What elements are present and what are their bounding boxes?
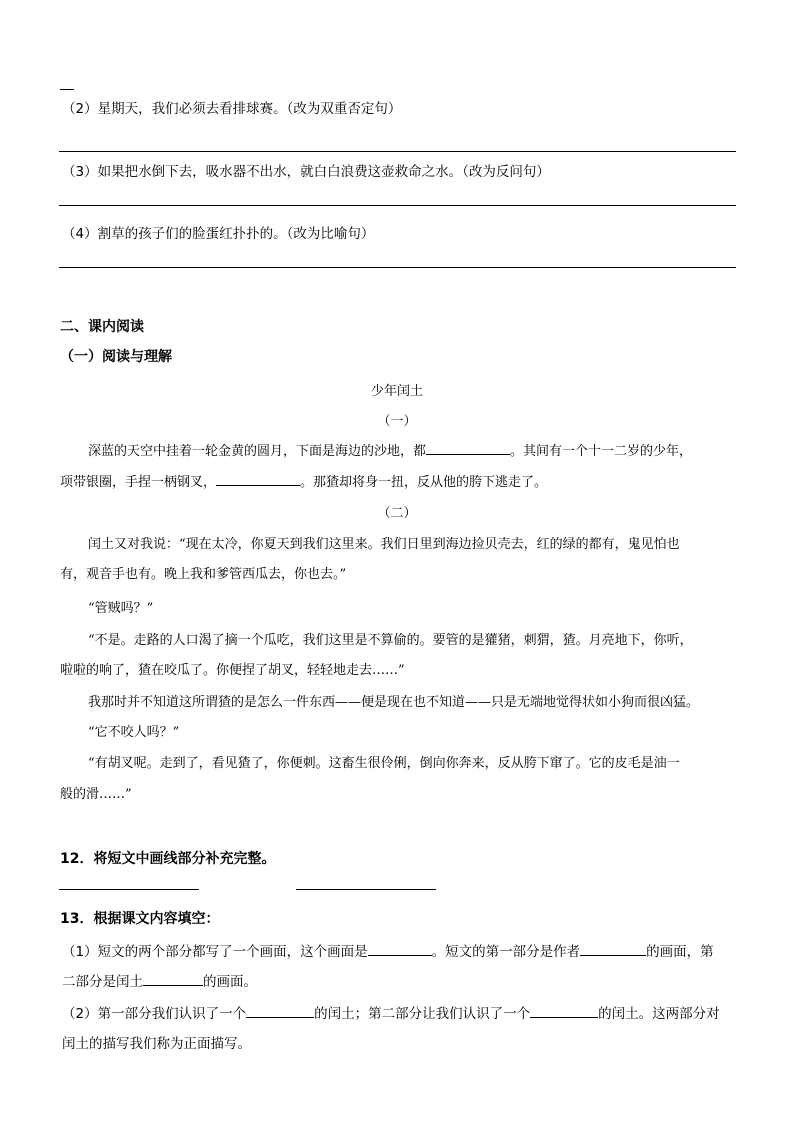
- q13-line-3: [62, 1002, 720, 1022]
- paragraph-6: “它不咬人吗？”: [88, 725, 180, 740]
- q13-blank-1[interactable]: [368, 955, 432, 956]
- q13-blank-3[interactable]: [143, 985, 203, 986]
- question-12-title: 12．将短文中画线部分补充完整。: [60, 851, 276, 867]
- q13-line-2: [62, 970, 257, 990]
- q13-l1-text-b: 。短文的第一部分是作者: [431, 944, 581, 960]
- p1-text-b: 。其间有一个十一二岁的少年，: [510, 444, 693, 459]
- section-title: 二、课内阅读: [60, 319, 144, 335]
- exercise-4-text: （4）割草的孩子们的脸蛋红扑扑的。（改为比喻句）: [62, 226, 375, 242]
- blank-2[interactable]: [216, 485, 300, 486]
- q13-blank-4[interactable]: [246, 1017, 314, 1018]
- paragraph-3: “管贼吗？”: [88, 601, 154, 616]
- p1-text-c: 项带银圈，手捏一柄钢叉，: [60, 475, 217, 490]
- paragraph-4-line-1: “不是。走路的人口渴了摘一个瓜吃，我们这里是不算偷的。要管的是獾猪，刺猬，猹。月亮地下，你听，: [88, 633, 693, 648]
- passage-title: 少年闰土: [370, 384, 423, 399]
- paragraph-7-line-1: “有胡叉呢。走到了，看见猹了，你便刺。这畜生很伶俐，倒向你奔来，反从胯下窜了。它的皮毛是油一: [88, 756, 680, 771]
- p1-text-a: 深蓝的天空中挂着一轮金黄的圆月，下面是海边的沙地，都: [88, 444, 427, 459]
- paragraph-5: 我那时并不知道这所谓猹的是怎么一件东西——便是现在也不知道——只是无端地觉得状如小狗而很凶猛。: [88, 695, 700, 710]
- q13-l3-text-c: 的闰土。这两部分对: [598, 1006, 720, 1022]
- exercise-3-text: （3）如果把水倒下去，吸水器不出水，就白白浪费这壶救命之水。（改为反问句）: [62, 164, 550, 180]
- q13-l1-text-a: （1）短文的两个部分都写了一个画面，这个画面是: [62, 944, 368, 960]
- section-subtitle: （一）阅读与理解: [60, 349, 172, 365]
- exercise-2-text: （2）星期天，我们必须去看排球赛。（改为双重否定句）: [62, 101, 402, 117]
- paragraph-7-line-2: 般的滑……”: [60, 787, 132, 802]
- q13-l2-text-a: 二部分是闰土: [62, 974, 143, 990]
- q13-line-4: 闰土的描写我们称为正面描写。: [62, 1036, 251, 1052]
- q12-answer-line-2[interactable]: [296, 889, 436, 890]
- q13-blank-2[interactable]: [580, 955, 646, 956]
- passage-paragraph-1-line-2: [60, 471, 547, 490]
- top-dash: [60, 89, 74, 90]
- part1-label: （一）: [377, 414, 417, 429]
- question-13-title: 13．根据课文内容填空：: [60, 911, 220, 927]
- part2-label: （二）: [377, 506, 417, 521]
- answer-line-2: [59, 151, 736, 152]
- paragraph-4-line-2: 啦啦的响了，猹在咬瓜了。你便捏了胡叉，轻轻地走去……”: [60, 663, 405, 678]
- passage-paragraph-1-line-1: [88, 440, 692, 459]
- paragraph-2-line-2: 有，观音手也有。晚上我和爹管西瓜去，你也去。”: [60, 567, 347, 582]
- q13-l3-text-b: 的闰土；第二部分让我们认识了一个: [314, 1006, 531, 1022]
- answer-line-4: [59, 267, 736, 268]
- q13-line-1: [62, 940, 714, 960]
- answer-line-3: [59, 205, 736, 206]
- q13-blank-5[interactable]: [530, 1017, 598, 1018]
- p1-text-d: 。那猹却将身一扭，反从他的胯下逃走了。: [300, 475, 548, 490]
- blank-1[interactable]: [426, 454, 510, 455]
- paragraph-2-line-1: 闰土又对我说：“现在太冷，你夏天到我们这里来。我们日里到海边捡贝壳去，红的绿的都有，鬼见怕也: [88, 537, 680, 552]
- q13-l3-text-a: （2）第一部分我们认识了一个: [62, 1006, 247, 1022]
- q13-l2-text-b: 的画面。: [203, 974, 257, 990]
- q13-l1-text-c: 的画面，第: [646, 944, 714, 960]
- q12-answer-line-1[interactable]: [59, 889, 199, 890]
